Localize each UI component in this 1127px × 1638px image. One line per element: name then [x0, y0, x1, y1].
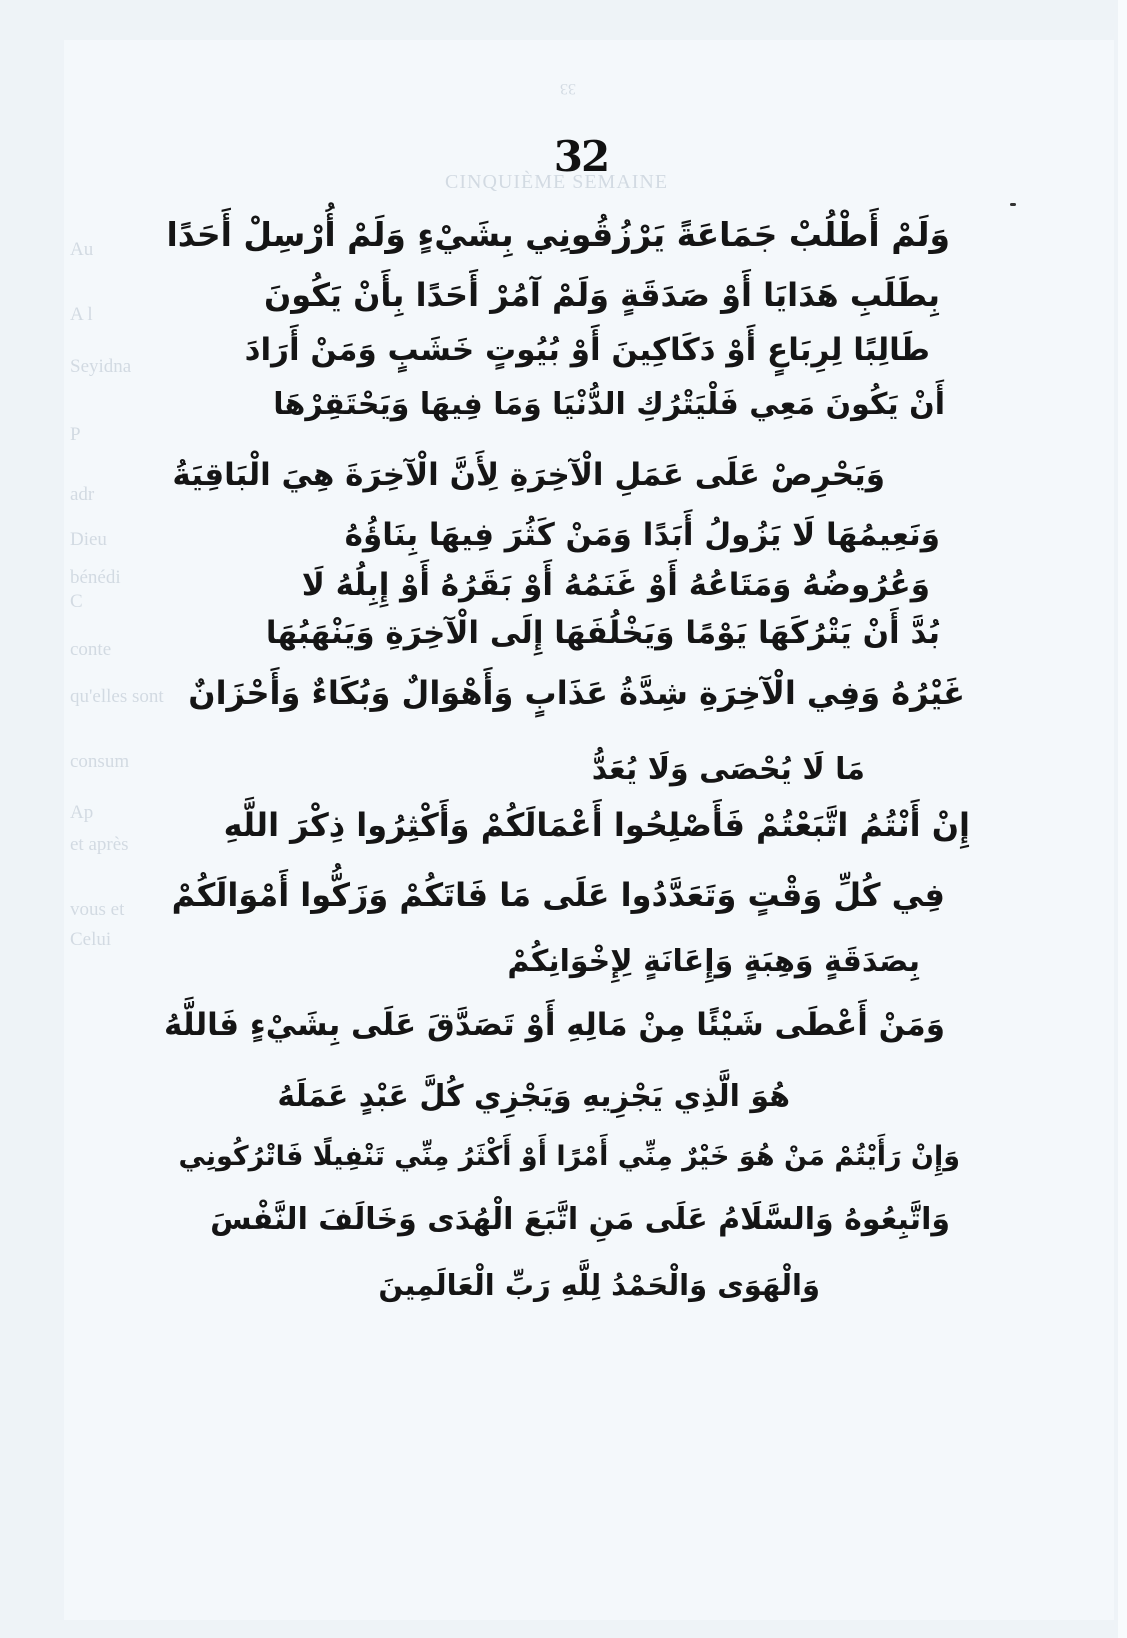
bleed-through-fragment: A l: [70, 304, 93, 325]
manuscript-line: وَالْهَوَى وَالْحَمْدُ لِلَّهِ رَبِّ الْعَالَمِينَ: [378, 1268, 820, 1302]
manuscript-line: طَالِبًا لِرِبَاعٍ أَوْ دَكَاكِينَ أَوْ بُيُوتٍ خَشَبٍ وَمَنْ أَرَادَ: [244, 332, 930, 368]
bleed-through-fragment: bénédi: [70, 567, 121, 588]
bleed-through-fragment: Ap: [70, 802, 94, 823]
manuscript-line: وَنَعِيمُهَا لَا يَزُولُ أَبَدًا وَمَنْ كَثُرَ فِيهَا بِنَاؤُهُ: [344, 517, 940, 553]
page-number: 32: [553, 132, 609, 181]
bleed-through-fragment: Seyidna: [70, 356, 132, 377]
bleed-through-fragment: adr: [70, 484, 95, 505]
manuscript-line: وَاتَّبِعُوهُ وَالسَّلَامُ عَلَى مَنِ اتَّبَعَ الْهُدَى وَخَالَفَ النَّفْسَ: [210, 1202, 950, 1237]
bleed-through-fragment: Dieu: [70, 529, 107, 550]
bleed-through-fragment: consum: [70, 751, 130, 772]
bleed-through-page-number: 33: [560, 80, 576, 97]
manuscript-line: فِي كُلِّ وَقْتٍ وَتَعَدَّدُوا عَلَى مَا فَاتَكُمْ وَزَكُّوا أَمْوَالَكُمْ: [171, 876, 945, 914]
manuscript-line: بِطَلَبِ هَدَايَا أَوْ صَدَقَةٍ وَلَمْ آمُرْ أَحَدًا بِأَنْ يَكُونَ: [263, 276, 940, 314]
bleed-through-fragment: C: [70, 591, 83, 612]
manuscript-line: بُدَّ أَنْ يَتْرُكَهَا يَوْمًا وَيَخْلُفَهَا إِلَى الْآخِرَةِ وَيَنْهَبُهَا: [265, 615, 940, 651]
ink-mark: [1010, 203, 1016, 206]
manuscript-line: وَمَنْ أَعْطَى شَيْئًا مِنْ مَالِهِ أَوْ تَصَدَّقَ عَلَى بِشَيْءٍ فَاللَّهُ: [164, 1007, 945, 1043]
bleed-through-fragment: et après: [70, 834, 129, 855]
bleed-through-fragment: Celui: [70, 929, 112, 950]
manuscript-line: بِصَدَقَةٍ وَهِبَةٍ وَإِعَانَةٍ لِإِخْوَانِكُمْ: [507, 944, 920, 979]
bleed-through-fragment: P: [70, 424, 81, 445]
manuscript-line: وَعُرُوضُهُ وَمَتَاعُهُ أَوْ غَنَمُهُ أَوْ بَقَرُهُ أَوْ إِبِلُهُ لَا: [301, 567, 930, 603]
bleed-through-fragment: qu'elles sont: [70, 686, 164, 707]
bleed-through-fragment: conte: [70, 639, 112, 660]
manuscript-line: وَيَحْرِصْ عَلَى عَمَلِ الْآخِرَةِ لِأَنَّ الْآخِرَةَ هِيَ الْبَاقِيَةُ: [172, 457, 885, 493]
manuscript-line: غَيْرُهُ وَفِي الْآخِرَةِ شِدَّةُ عَذَابٍ وَأَهْوَالٌ وَبُكَاءٌ وَأَحْزَانٌ: [188, 674, 965, 712]
bleed-through-fragment: vous et: [70, 899, 125, 920]
bleed-through-fragment: Au: [70, 239, 94, 260]
bleed-through-heading: CINQUIÈME SEMAINE: [445, 171, 669, 193]
manuscript-line: هُوَ الَّذِي يَجْزِيهِ وَيَجْزِي كُلَّ عَبْدٍ عَمَلَهُ: [277, 1079, 790, 1114]
page-edge: [1118, 0, 1127, 1638]
manuscript-line: أَنْ يَكُونَ مَعِي فَلْيَتْرُكِ الدُّنْيَا وَمَا فِيهَا وَيَحْتَقِرْهَا: [273, 387, 945, 422]
manuscript-line: وَلَمْ أَطْلُبْ جَمَاعَةً يَرْزُقُونِي بِشَيْءٍ وَلَمْ أُرْسِلْ أَحَدًا: [166, 215, 950, 254]
manuscript-line: وَإِنْ رَأَيْتُمْ مَنْ هُوَ خَيْرٌ مِنِّي أَمْرًا أَوْ أَكْثَرُ مِنِّي تَنْفِيلًا فَاتْرُكُونِي: [178, 1141, 960, 1172]
manuscript-line: مَا لَا يُحْصَى وَلَا يُعَدُّ: [591, 752, 865, 787]
manuscript-line: إِنْ أَنْتُمُ اتَّبَعْتُمْ فَأَصْلِحُوا أَعْمَالَكُمْ وَأَكْثِرُوا ذِكْرَ اللَّهِ: [223, 806, 970, 844]
